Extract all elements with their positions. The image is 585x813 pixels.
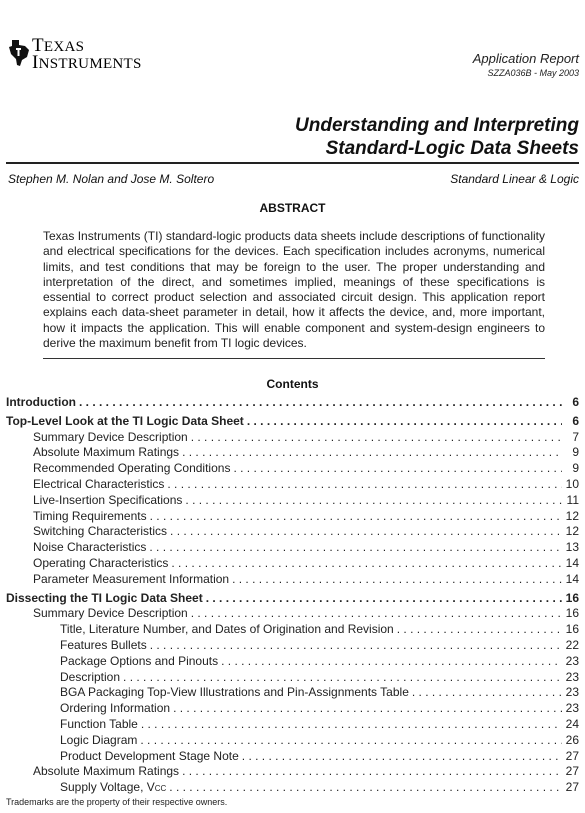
toc-entry-page: 27	[565, 748, 579, 763]
toc-entry-page: 16	[565, 606, 579, 621]
toc-entry[interactable]	[6, 638, 579, 654]
toc-entry-label: Operating Characteristics	[33, 555, 169, 570]
toc-leader-dots	[412, 685, 562, 699]
toc-entry-label: Product Development Stage Note	[60, 748, 239, 763]
toc-entry-page: 23	[565, 669, 579, 684]
toc-entry[interactable]	[6, 524, 579, 540]
toc-entry-label: Absolute Maximum Ratings	[33, 764, 180, 779]
toc-entry-label: Ordering Information	[60, 701, 171, 716]
authors: Stephen M. Nolan and Jose M. Soltero	[8, 172, 215, 186]
toc-entry-label: Summary Device Description	[33, 606, 188, 621]
toc-entry-page: 16	[565, 622, 579, 637]
toc-entry[interactable]	[6, 591, 579, 607]
toc-entry-label: Title, Literature Number, and Dates of Origination and Revision	[60, 622, 394, 637]
abstract-divider	[43, 358, 545, 359]
toc-entry-page: 6	[572, 413, 579, 428]
toc-entry-label: Package Options and Pinouts	[60, 653, 219, 668]
toc-leader-dots	[140, 733, 562, 747]
toc-entry[interactable]	[6, 749, 579, 765]
toc-leader-dots	[191, 430, 562, 444]
toc-entry-page: 23	[565, 685, 579, 700]
toc-entry-page: 16	[565, 590, 579, 605]
title-line-2: Standard-Logic Data Sheets	[325, 138, 579, 159]
toc-leader-dots	[397, 622, 562, 636]
toc-entry-label: Function Table	[60, 716, 138, 731]
toc-entry-page: 24	[565, 716, 579, 731]
toc-leader-dots	[170, 524, 562, 538]
toc-leader-dots	[150, 509, 562, 523]
toc-entry[interactable]	[6, 622, 579, 638]
toc-entry-page: 11	[566, 492, 579, 507]
table-of-contents	[6, 395, 579, 796]
toc-entry-page: 23	[565, 653, 579, 668]
toc-leader-dots	[149, 540, 562, 554]
toc-leader-dots	[242, 749, 562, 763]
toc-entry-subscript: CC	[154, 784, 167, 794]
toc-entry-label: Timing Requirements	[33, 508, 147, 523]
toc-entry[interactable]	[6, 733, 579, 749]
toc-entry[interactable]	[6, 670, 579, 686]
toc-entry[interactable]	[6, 654, 579, 670]
toc-leader-dots	[173, 701, 562, 715]
toc-entry-label: Recommended Operating Conditions	[33, 461, 231, 476]
toc-leader-dots	[221, 654, 562, 668]
toc-entry-page: 14	[565, 555, 579, 570]
department: Standard Linear & Logic	[450, 172, 579, 186]
toc-leader-dots	[233, 461, 562, 475]
toc-entry[interactable]	[6, 461, 579, 477]
toc-entry-label: Description	[60, 669, 121, 684]
toc-entry-page: 9	[572, 461, 579, 476]
toc-entry-page: 26	[565, 732, 579, 747]
toc-leader-dots	[182, 764, 562, 778]
toc-entry-label: Live-Insertion Specifications	[33, 492, 183, 507]
toc-entry-label: Noise Characteristics	[33, 540, 147, 555]
toc-entry-page: 12	[565, 508, 579, 523]
toc-leader-dots	[232, 572, 562, 586]
toc-leader-dots	[150, 638, 562, 652]
toc-entry[interactable]	[6, 395, 579, 411]
toc-entry[interactable]	[6, 764, 579, 780]
report-type: Application Report	[472, 51, 579, 66]
toc-leader-dots	[141, 717, 562, 731]
toc-entry-label: Introduction	[6, 395, 76, 409]
toc-entry-label: BGA Packaging Top-View Illustrations and Pin-Assignments Table	[60, 685, 409, 700]
toc-leader-dots	[191, 606, 562, 620]
toc-leader-dots	[169, 780, 562, 794]
toc-entry[interactable]	[6, 701, 579, 717]
toc-leader-dots	[185, 493, 562, 507]
toc-entry-page: 22	[565, 637, 579, 652]
document-title	[295, 114, 579, 160]
toc-entry-page: 12	[565, 524, 579, 539]
toc-leader-dots	[206, 591, 562, 605]
logo-wordmark: TEXAS INSTRUMENTS	[32, 35, 142, 73]
toc-entry-label: Parameter Measurement Information	[33, 571, 230, 586]
toc-entry-page: 7	[572, 429, 579, 444]
title-divider	[6, 162, 579, 164]
toc-entry[interactable]	[6, 780, 579, 796]
toc-leader-dots	[167, 477, 562, 491]
toc-entry[interactable]	[6, 430, 579, 446]
toc-entry-page: 27	[565, 764, 579, 779]
texas-state-icon	[8, 38, 30, 68]
title-line-1: Understanding and Interpreting	[295, 115, 579, 136]
toc-leader-dots	[247, 414, 562, 428]
toc-entry[interactable]	[6, 414, 579, 430]
toc-entry-page: 13	[565, 540, 579, 555]
toc-entry-label: Electrical Characteristics	[33, 476, 165, 491]
toc-entry-page: 9	[572, 445, 579, 460]
toc-entry[interactable]	[6, 493, 579, 509]
toc-entry[interactable]	[6, 572, 579, 588]
toc-entry-page: 10	[565, 476, 579, 491]
document-number: SZZA036B - May 2003	[487, 68, 579, 78]
toc-entry[interactable]	[6, 717, 579, 733]
toc-entry-page: 14	[565, 571, 579, 586]
toc-entry[interactable]	[6, 540, 579, 556]
toc-entry-page: 6	[572, 395, 579, 409]
toc-entry-label: Top-Level Look at the TI Logic Data Sheet	[6, 413, 244, 428]
toc-entry-label: Absolute Maximum Ratings	[33, 445, 180, 460]
toc-entry[interactable]	[6, 509, 579, 525]
contents-heading: Contents	[266, 377, 319, 391]
toc-leader-dots	[79, 395, 562, 409]
toc-entry[interactable]	[6, 556, 579, 572]
toc-entry[interactable]	[6, 445, 579, 461]
toc-entry-page: 27	[565, 780, 579, 795]
toc-entry[interactable]	[6, 685, 579, 701]
toc-entry-label: Dissecting the TI Logic Data Sheet	[6, 590, 203, 605]
toc-leader-dots	[171, 556, 562, 570]
toc-entry-label: Supply Voltage, V	[60, 780, 155, 795]
toc-leader-dots	[182, 445, 562, 459]
toc-leader-dots	[123, 670, 562, 684]
toc-entry-label: Summary Device Description	[33, 429, 188, 444]
abstract-body: Texas Instruments (TI) standard-logic products data sheets include descriptions of functionality and electrical specifications for the devices. Each specification includes acronyms, numerical limits, and test conditions that may be foreign to the user. The proper understanding and interpretation of the direct, and sometimes implied, meanings of these specifications is essential to correct product selection and associated circuit design. This application report explains each data-sheet parameter in detail, how it affects the device, and, more important, how it impacts the application. This will enable component and system-design engineers to derive the maximum benefit from TI logic devices.	[43, 229, 545, 351]
toc-entry-label: Features Bullets	[60, 637, 147, 652]
toc-entry-page: 23	[565, 701, 579, 716]
toc-entry[interactable]	[6, 606, 579, 622]
ti-logo	[8, 35, 142, 73]
trademarks-note: Trademarks are the property of their respective owners.	[6, 797, 228, 807]
toc-entry[interactable]	[6, 477, 579, 493]
abstract-heading: ABSTRACT	[259, 201, 326, 215]
toc-entry-label: Switching Characteristics	[33, 524, 168, 539]
toc-entry-label: Logic Diagram	[60, 732, 138, 747]
